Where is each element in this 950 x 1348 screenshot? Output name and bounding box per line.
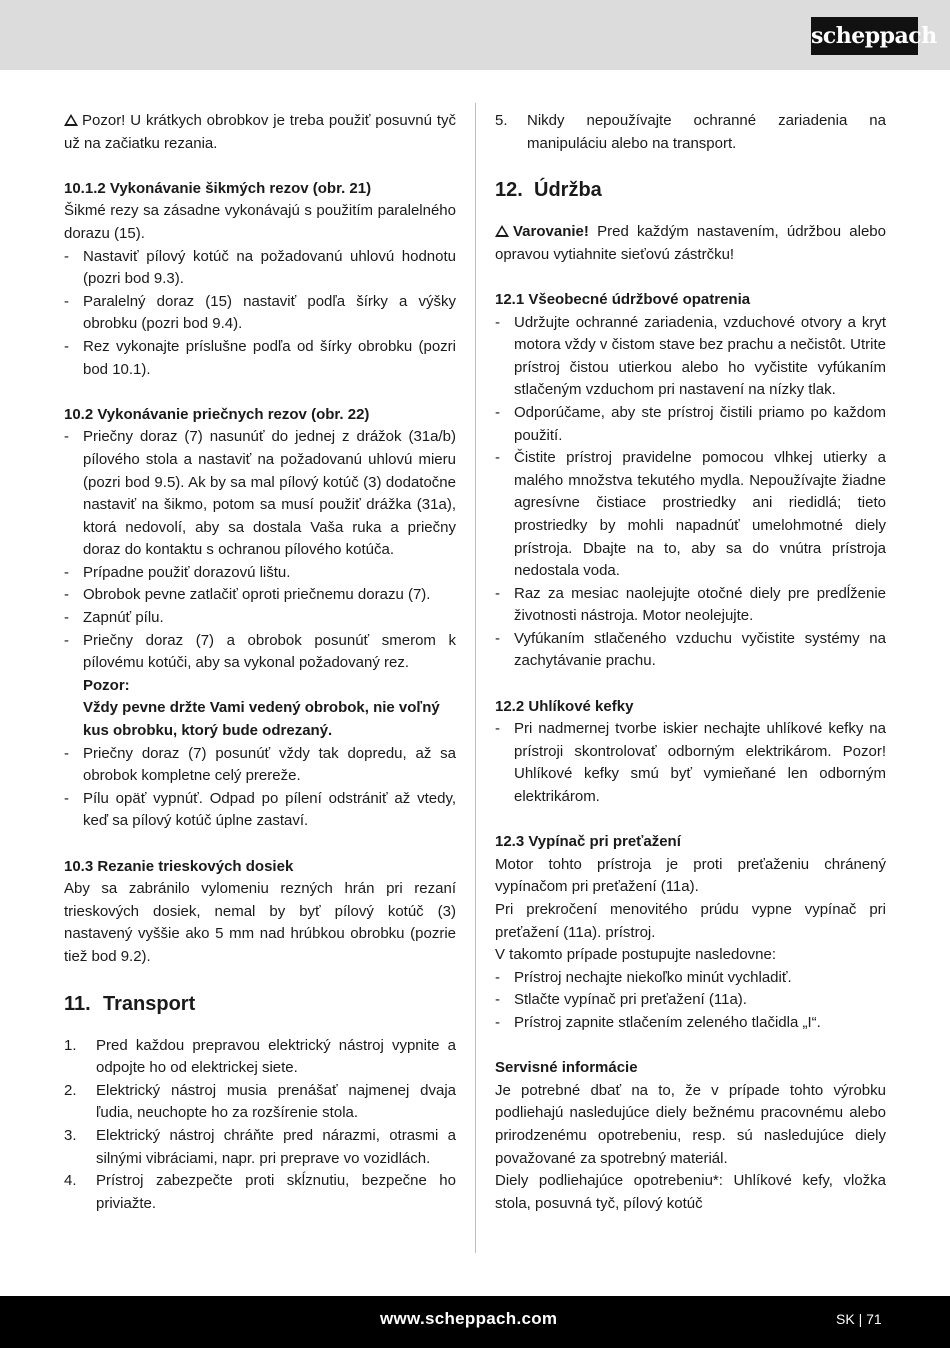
page-number: SK | 71 xyxy=(836,1311,882,1327)
list-item: - Prístroj nechajte niekoľko minút vychladiť. xyxy=(495,967,886,990)
caution-label: Pozor: xyxy=(83,676,130,694)
numbered-item: 2. Elektrický nástroj musia prenášať najmenej dvaja ľudia, neuchopte ho za rozšírenie stola. xyxy=(64,1081,456,1122)
left-column xyxy=(64,110,456,1215)
list-item: - Pri nadmernej tvorbe iskier nechajte uhlíkové kefky na prístroji skontrolovať odborným elektrikárom. Pozor! Uhlíkové kefky smú byť vymieňané len odborným elektrikárom. xyxy=(495,718,886,808)
numbered-item: 4. Prístroj zabezpečte proti skĺznutiu, bezpečne ho priviažte. xyxy=(64,1172,456,1212)
column-divider xyxy=(475,103,476,1253)
list-item: - Pílu opäť vypnúť. Odpad po pílení odstrániť až vtedy, keď sa pílový kotúč úplne zastaví. xyxy=(64,788,456,833)
list-item: - Čistite prístroj pravidelne pomocou vlhkej utierky a malého množstva tekutého mydla. Nepoužívajte žiadne agresívne čistiace prostriedky ani riedidlá; tieto prostriedky by mohli napadnúť umelohmotné diely prístroja. Dbajte na to, aby sa do vnútra prístroja nedostala voda. xyxy=(495,447,886,583)
caution-text: Vždy pevne držte Vami vedený obrobok, nie voľný kus obrobku, ktorý bude odrezaný. xyxy=(83,699,440,740)
section-12-3-p2: Pri prekročení menovitého prúdu vypne vypínač pri preťažení (11a). prístroj. xyxy=(495,901,886,941)
list-item: - Zapnúť pílu. xyxy=(64,607,456,630)
section-11-heading: 11. Transport xyxy=(64,992,196,1015)
section-10-3-title: 10.3 Rezanie trieskových dosiek xyxy=(64,857,294,875)
list-item: - Priečny doraz (7) nasunúť do jednej z drážok (31a/b) pílového stola a nastaviť na požadovanú uhlovú mieru (pozri bod 9.5). Ak by sa mal pílový kotúč (3) dodatočne nastaviť na šikmo, potom sa musí použiť drážka (31a), ktorá nedovolí, aby sa dostala Vaša ruka a priečny doraz do kontaktu s ochranou pílového kotúča. xyxy=(64,426,456,562)
section-12-3-title: 12.3 Vypínač pri preťažení xyxy=(495,833,681,851)
list-item: - Udržujte ochranné zariadenia, vzduchové otvory a kryt motora vždy v čistom stave bez prachu a nečistôt. Utrite prístroj čistou utierkou alebo ho vyčistite vyfúkaním stlačeným vzduchom pri nastavení na nízky tlak. xyxy=(495,312,886,402)
section-10-1-2-intro: Šikmé rezy sa zásadne vykonávajú s použitím paralelného dorazu (15). xyxy=(64,202,456,242)
list-item: - Prípadne použiť dorazovú lištu. xyxy=(64,562,456,585)
footer-url[interactable]: www.scheppach.com xyxy=(380,1309,558,1328)
numbered-item: 1. Pred každou prepravou elektrický nástroj vypnite a odpojte ho od elektrickej siete. xyxy=(64,1036,456,1077)
list-item: - Paralelný doraz (15) nastaviť podľa šírky a výšky obrobku (pozri bod 9.4). xyxy=(64,291,456,336)
section-10-2-title: 10.2 Vykonávanie priečnych rezov (obr. 22) xyxy=(64,405,370,423)
list-item: - Priečny doraz (7) posunúť vždy tak dopredu, až sa obrobok kompletne celý prereže. xyxy=(64,743,456,788)
list-item: - Rez vykonajte príslušne podľa od šírky obrobku (pozri bod 10.1). xyxy=(64,336,456,381)
list-item: - Prístroj zapnite stlačením zeleného tlačidla „I“. xyxy=(495,1012,886,1035)
numbered-item: 3. Elektrický nástroj chráňte pred nárazmi, otrasmi a silnými vibráciami, napr. pri preprave vo vozidlách. xyxy=(64,1126,456,1167)
section-10-3-text: Aby sa zabránilo vylomeniu rezných hrán pri rezaní trieskových dosiek, nemal by byť pílový kotúč (3) nastavený vyššie ako 5 mm nad hrúbkou obrobku (pozrie tiež bod 9.2). xyxy=(64,880,456,965)
service-info-title: Servisné informácie xyxy=(495,1059,638,1077)
section-12-3-p3: V takomto prípade postupujte nasledovne: xyxy=(495,946,777,964)
list-item: - Obrobok pevne zatlačiť oproti priečnemu dorazu (7). xyxy=(64,584,456,607)
section-12-3-p1: Motor tohto prístroja je proti preťaženiu chránený vypínačom pri preťažení (11a). xyxy=(495,855,886,896)
numbered-item: 5. Nikdy nepoužívajte ochranné zariadenia na manipuláciu alebo na transport. xyxy=(495,112,886,152)
section-12-1-title: 12.1 Všeobecné údržbové opatrenia xyxy=(495,290,751,308)
list-item: - Odporúčame, aby ste prístroj čistili priamo po každom použití. xyxy=(495,402,886,447)
section-12-2-title: 12.2 Uhlíkové kefky xyxy=(495,697,634,715)
warning-triangle-icon xyxy=(495,225,509,237)
service-info-p1: Je potrebné dbať na to, že v prípade tohto výrobku podliehajú nasledujúce diely bežnému pracovnému alebo prirodzenému opotrebeniu, resp. sú nasledujúce diely považované za spotrebný materiál. xyxy=(495,1081,886,1167)
service-info-p2: Diely podliehajúce opotrebeniu*: Uhlíkové kefy, vložka stola, posuvná tyč, pílový kotúč xyxy=(495,1172,886,1212)
list-item: - Raz za mesiac naolejujte otočné diely pre predĺženie životnosti nástroja. Motor neolejujte. xyxy=(495,583,886,628)
section-10-1-2-title: 10.1.2 Vykonávanie šikmých rezov (obr. 21) xyxy=(64,179,372,197)
footer-bar xyxy=(0,1296,950,1348)
list-item: - Stlačte vypínač pri preťažení (11a). xyxy=(495,989,886,1012)
list-item: - Vyfúkaním stlačeného vzduchu vyčistite systémy na zachytávanie prachu. xyxy=(495,628,886,673)
right-column xyxy=(495,110,886,1215)
warning-triangle-icon xyxy=(64,114,78,126)
brand-logo: scheppach xyxy=(811,17,918,55)
section-12-heading: 12. Údržba xyxy=(495,179,602,202)
caution-intro: Pozor! U krátkych obrobkov je treba použiť posuvnú tyč už na začiatku rezania. xyxy=(64,112,456,152)
list-item: - Nastaviť pílový kotúč na požadovanú uhlovú hodnotu (pozri bod 9.3). xyxy=(64,246,456,291)
header-band xyxy=(0,0,950,70)
list-item: - Priečny doraz (7) a obrobok posunúť smerom k pílovému kotúči, aby sa vykonal požadovaný rez. xyxy=(64,630,456,675)
maintenance-warning: Varovanie! Pred každým nastavením, údržbou alebo opravou vytiahnite sieťovú zástrčku! xyxy=(495,223,886,263)
